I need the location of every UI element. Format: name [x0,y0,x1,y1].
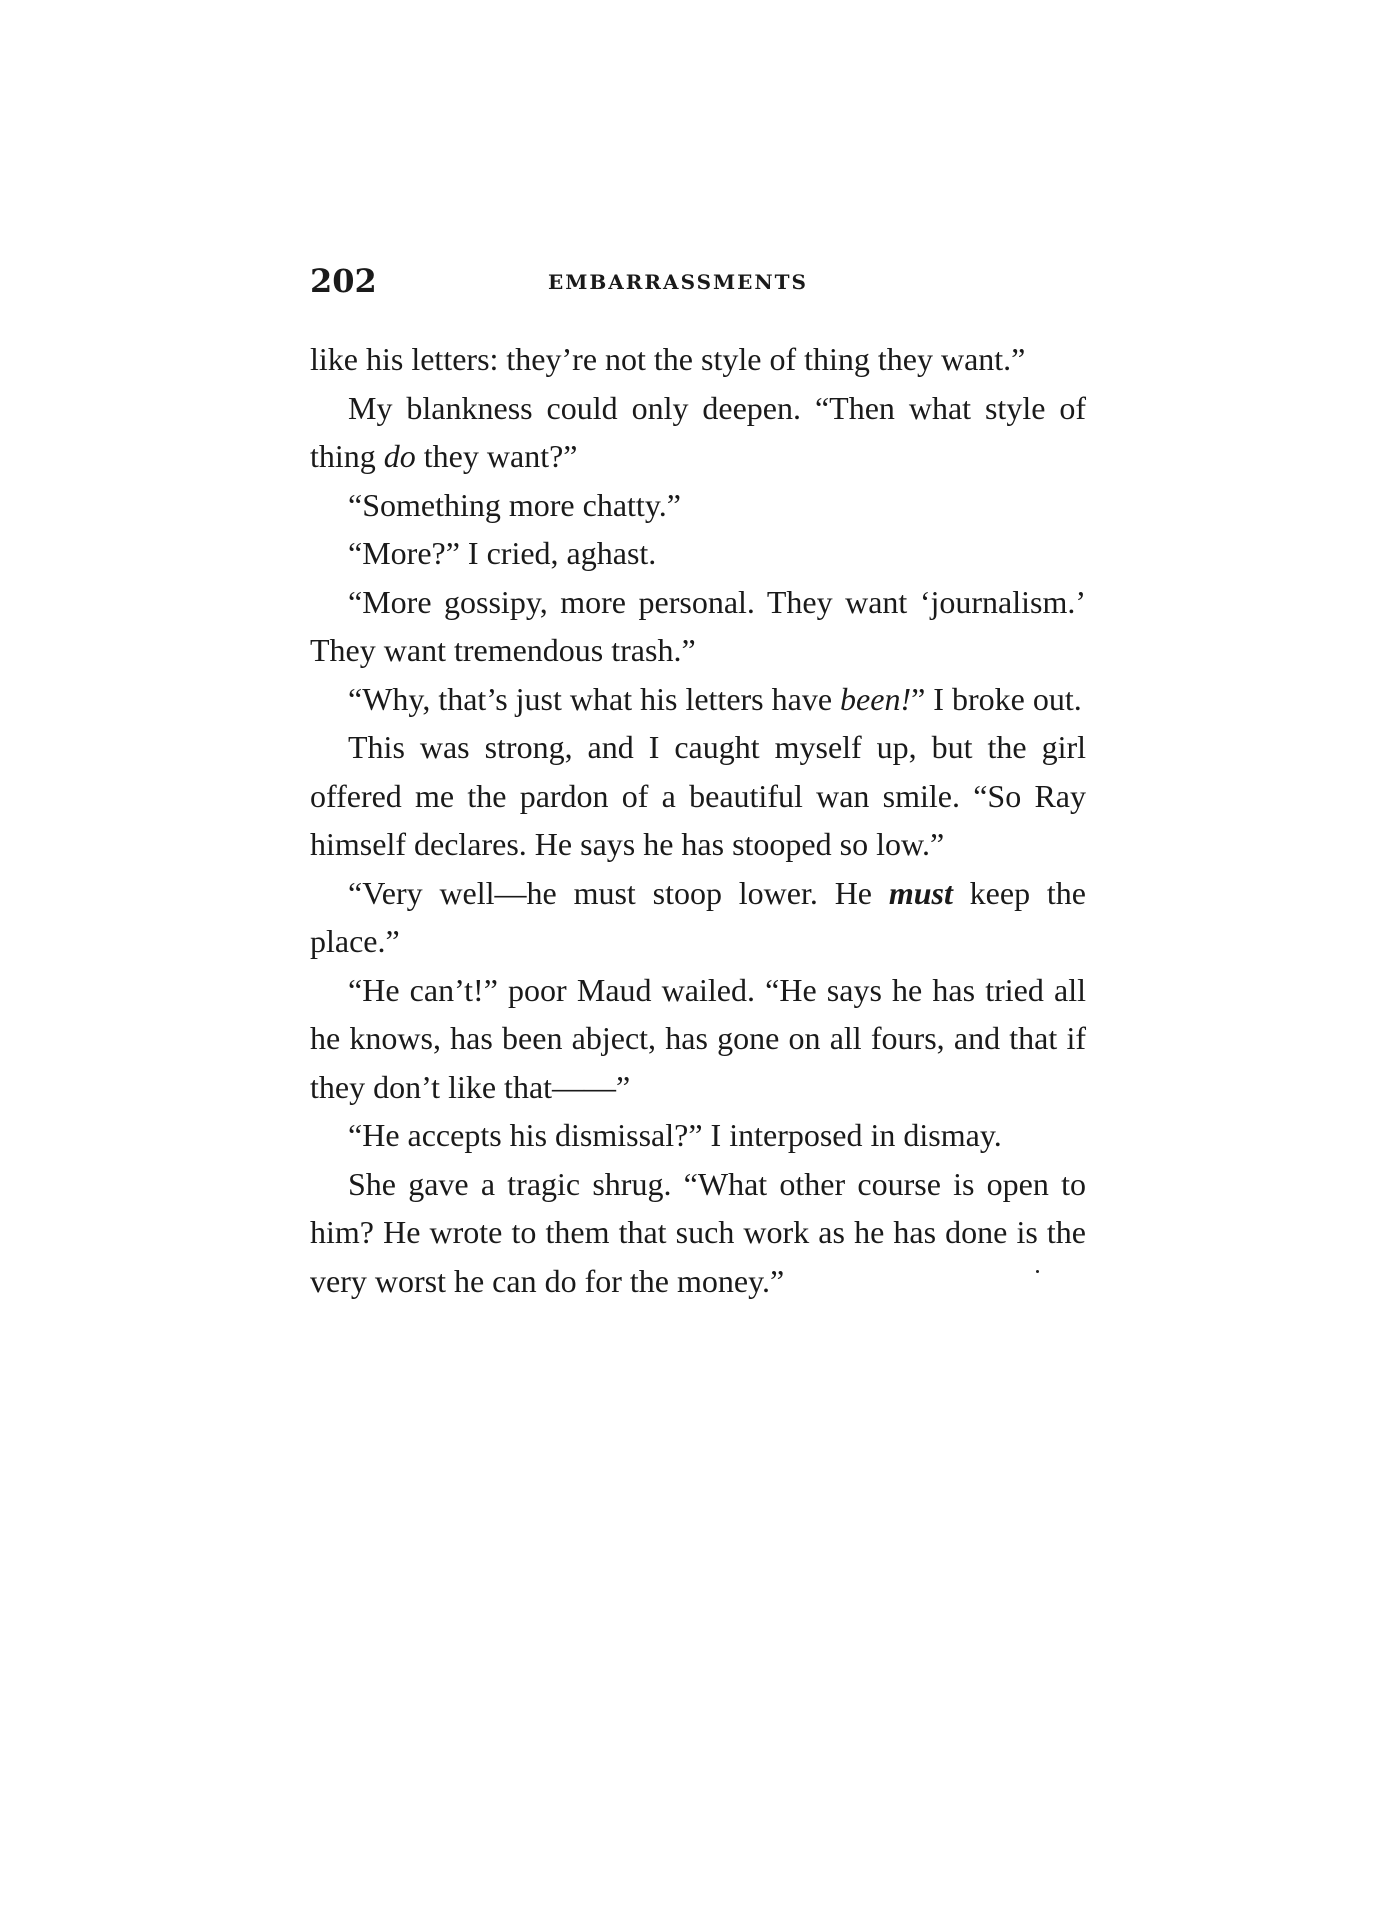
paragraph: This was strong, and I caught myself up, but the girl offered me the pardon of a beautiful wan smile. “So Ray himself declares. He says he has stooped so low.” [310,729,1086,862]
paragraph: “Something more chatty.” [348,486,681,523]
paragraph: “He accepts his dismissal?” I interposed in dismay. [348,1117,1002,1153]
paragraph: My blankness could only deepen. “Then what style of thing do they want?” [310,389,1086,474]
page-number: 202 [310,262,377,300]
paragraph: “Why, that’s just what his letters have been!” I broke out. [348,680,1082,717]
paragraph: She gave a tragic shrug. “What other course is open to him? He wrote to them that such work as he has done is the very worst he can do for the money.” [310,1165,1086,1299]
paragraph: like his letters: they’re not the style of thing they want.” [310,341,1026,377]
running-head [310,262,1090,312]
paragraph: “He can’t!” poor Maud wailed. “He says he has tried all he knows, has been abject, has gone on all fours, and that if they don’t like that——” [310,971,1086,1105]
body-text [310,335,1086,1305]
paragraph: “Very well—he must stoop lower. He must keep the place.” [310,874,1086,959]
print-speck [1036,1270,1039,1273]
running-title: EMBARRASSMENTS [548,270,809,294]
paragraph: “More gossipy, more personal. They want ‘journalism.’ They want tremendous trash.” [310,583,1086,668]
paragraph: “More?” I cried, aghast. [348,535,657,571]
